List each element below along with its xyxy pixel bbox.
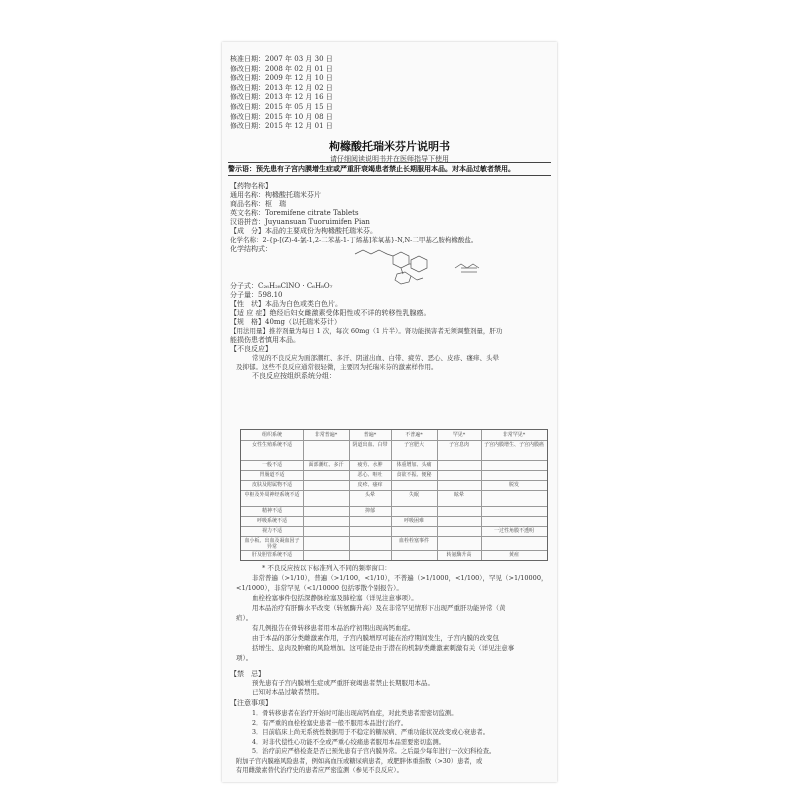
- generic-name: 通用名称：枸橼酸托瑞米芬片: [230, 191, 321, 199]
- table-row-line: [241, 550, 547, 551]
- adverse-line3: 不良反应按组织系统分组：: [252, 372, 336, 380]
- date-line: 修改日期：2015 年 12 月 01 日: [230, 122, 333, 131]
- divider: [228, 162, 551, 163]
- note-line: 有几例报告在骨转移患者用本品治疗初期出现高钙血症。: [252, 624, 415, 632]
- appearance: 【性 状】本品为白色或类白色片。: [230, 300, 342, 308]
- note-line: 项）。: [236, 654, 253, 662]
- table-cell: 脱发: [508, 482, 519, 488]
- document-subtitle: 请仔细阅读说明书并在医师指导下使用: [330, 155, 449, 163]
- table-col-line: [437, 430, 438, 560]
- contraindication-header: 【禁 忌】: [230, 670, 265, 678]
- table-row-line: [241, 536, 547, 537]
- table-cell: 女性生殖系统不适: [251, 442, 292, 448]
- table-row-line: [241, 490, 547, 491]
- table-row-line: [241, 480, 547, 481]
- caution-header: 【注意事项】: [230, 699, 272, 707]
- table-cell: 一过性角膜不透明: [493, 528, 534, 534]
- caution-line: 2．有严重的血栓栓塞史患者一般不服用本品进行治疗。: [252, 719, 408, 727]
- table-cell: 呼吸系统不适: [256, 518, 287, 524]
- note-line: 血栓栓塞事件包括深静脉栓塞及肺栓塞（详见注意事项）。: [252, 594, 418, 602]
- table-cell: 眩晕: [453, 492, 464, 498]
- table-col-line: [303, 430, 304, 560]
- table-header-cell: 不普遍*: [405, 432, 423, 438]
- table-header-cell: 组织系统: [261, 432, 282, 438]
- contraindication-line: 预先患有子宫内膜增生症或严重肝衰竭患者禁止长期服用本品。: [252, 679, 434, 687]
- english-name: 英文名称：Toremifene citrate Tablets: [230, 209, 359, 217]
- table-col-line: [349, 430, 350, 560]
- dosage-line2: 能损伤患者慎用本品。: [230, 336, 300, 344]
- leaflet-sheet: [222, 42, 557, 782]
- caution-line: 有用雌激素替代治疗史的患者应严密监测（参见不良反应）。: [236, 767, 403, 774]
- note-line: * 不良反应按以下标准列入不同的频率窗口：: [262, 564, 391, 572]
- table-cell: 精神不适: [261, 508, 282, 514]
- date-line: 修改日期：2009 年 12 月 10 日: [230, 74, 333, 83]
- caution-line: 1．骨转移患者在治疗开始时可能出现高钙血症，对此类患者需密切监测。: [252, 710, 458, 717]
- table-cell: 面部潮红、多汗: [308, 462, 344, 468]
- specification: 【规 格】40mg（以托瑞米芬计）: [230, 318, 342, 326]
- table-header-cell: 普遍*: [363, 432, 377, 438]
- table-cell: 胃肠道不适: [259, 472, 285, 478]
- pinyin-name: 汉语拼音：Juyuansuan Tuoruimifen Pian: [230, 218, 370, 226]
- table-cell: 抑郁: [364, 508, 375, 514]
- table-cell: 呼吸困难: [403, 518, 424, 524]
- table-header-cell: 罕见*: [452, 432, 466, 438]
- trade-name: 商品名称：枢 瑞: [230, 200, 286, 208]
- note-line: 括增生、息肉及肿瘤的风险增加。这可能是由于潜在的机制/类雌激素刺激有关（详见注意事: [252, 644, 515, 652]
- table-cell: 体重增加、头痛: [396, 462, 432, 468]
- date-line: 修改日期：2013 年 12 月 16 日: [230, 93, 333, 102]
- ingredient: 【成 分】本品的主要成份为枸橼酸托瑞米芬。: [230, 227, 377, 235]
- date-line: 核准日期：2007 年 03 月 30 日: [230, 55, 333, 63]
- table-cell: 子宫息肉: [448, 442, 469, 448]
- table-cell: 子宫肥大: [403, 442, 424, 448]
- caution-line: 附加子宫内膜癌风险患者，例如高血压或糖尿病患者，或肥胖体重指数（>30）患者，或: [236, 757, 483, 765]
- caution-line: 4．对非代偿性心功能不全或严重心绞痛患者服用本品需要密切监测。: [252, 738, 445, 746]
- table-cell: 皮肤及附属物不适: [251, 482, 292, 488]
- contraindication-line: 已知对本品过敏者禁用。: [252, 688, 324, 696]
- date-line: 修改日期：2015 年 05 月 15 日: [230, 103, 333, 111]
- table-cell: 恶心、呕吐: [357, 472, 383, 478]
- table-cell: 肝及胆管系统不适: [251, 552, 292, 558]
- table-row-line: [241, 506, 547, 507]
- table-cell: 头晕: [364, 492, 375, 498]
- table-row-line: [241, 470, 547, 471]
- chemical-structure-image: [337, 242, 487, 290]
- table-col-line: [391, 430, 392, 560]
- table-cell: 阴道出血、白带: [352, 442, 388, 448]
- adverse-line2: 及抑郁。这些不良反应通常很轻微，主要因为托瑞米芬的激素样作用。: [236, 363, 438, 371]
- table-row-line: [241, 526, 547, 527]
- structure-label: 化学结构式：: [230, 245, 272, 253]
- table-cell: 皮疹、瘙痒: [357, 482, 383, 488]
- adverse-reaction-table: [240, 429, 548, 561]
- table-cell: 视力不适: [261, 528, 282, 534]
- table-cell: 一般不适: [261, 462, 282, 468]
- note-line: 非常普遍（>1/10），普遍（>1/100，<1/10），不普遍（>1/1000，<1/100），罕见（>1/10000，: [252, 574, 548, 582]
- note-line: 疸）。: [236, 614, 253, 622]
- molecular-weight: 分子量：598.10: [230, 291, 283, 299]
- date-line: 修改日期：2015 年 10 月 08 日: [230, 112, 333, 121]
- date-line: 修改日期：2008 年 02 月 01 日: [230, 64, 333, 73]
- table-cell: 转氨酶升高: [446, 552, 472, 558]
- table-cell: 黄疸: [508, 552, 519, 558]
- molecular-formula: 分子式：C₂₆H₂₈ClNO · C₆H₈O₇: [230, 282, 333, 290]
- section-name-header: 【药物名称】: [230, 182, 272, 190]
- warning-text: 警示语：预先患有子宫内膜增生症或严重肝衰竭患者禁止长期服用本品。对本品过敏者禁用。: [228, 164, 515, 173]
- caution-line: 5．治疗前应严格检查是否已预先患有子宫内膜异常。之后最少每年进行一次妇科检查。: [252, 748, 496, 755]
- indication: 【适 应 症】绝经后妇女雌激素受体阳性或不详的转移性乳腺癌。: [230, 309, 431, 317]
- table-cell: 疲劳、水肿: [357, 462, 383, 468]
- table-row-line: [241, 440, 547, 441]
- table-cell: 血栓栓塞事件: [398, 538, 429, 544]
- table-header-cell: 非常罕见*: [502, 432, 526, 438]
- table-col-line: [481, 430, 482, 560]
- divider: [228, 175, 551, 176]
- dosage-line1: 【用法用量】推荐剂量为每日 1 次，每次 60mg（1 片半）。肾功能损害者无须调整剂量，肝功: [230, 327, 503, 335]
- note-line: 用本品治疗有肝酶水平改变（转氨酶升高）及在非常罕见情形下出现严重肝功能异常（黄: [252, 604, 506, 612]
- chemical-name: 化学名称：2-{p-[(Z)-4-氯-1,2-二苯基-1-丁烯基]苯氧基}-N,N-二甲基乙胺枸橼酸盐。: [230, 236, 478, 244]
- table-cell: 中枢及外周神经系统不适: [244, 492, 300, 498]
- note-line: <1/1000），非常罕见（<1/10000 包括零散个别报告）。: [236, 584, 403, 592]
- table-cell: 子宫内膜增生、子宫内膜癌: [483, 442, 544, 448]
- table-cell: 失眠: [408, 492, 419, 498]
- document-title: 枸橼酸托瑞米芬片说明书: [329, 140, 450, 153]
- adverse-line1: 常见的不良反应为面部潮红、多汗、阴道出血、白带、疲劳、恶心、皮疹、瘙痒、头晕: [252, 354, 499, 362]
- table-header-cell: 非常普遍*: [314, 432, 338, 438]
- note-line: 由于本品的部分类雌激素作用，子宫内膜增厚可能在治疗期间发生，子宫内膜的改变包: [252, 634, 499, 642]
- table-cell: 食欲不振、便秘: [396, 472, 432, 478]
- date-line: 修改日期：2013 年 12 月 02 日: [230, 83, 333, 92]
- adverse-header: 【不良反应】: [230, 345, 272, 353]
- caution-line: 3．目前临床上尚无系统性数据用于不稳定的糖尿病、严重功能状况改变或心衰患者。: [252, 729, 489, 736]
- table-row-line: [241, 516, 547, 517]
- table-cell: 血小板、出血及凝血因子异常: [244, 538, 300, 550]
- table-row-line: [241, 460, 547, 461]
